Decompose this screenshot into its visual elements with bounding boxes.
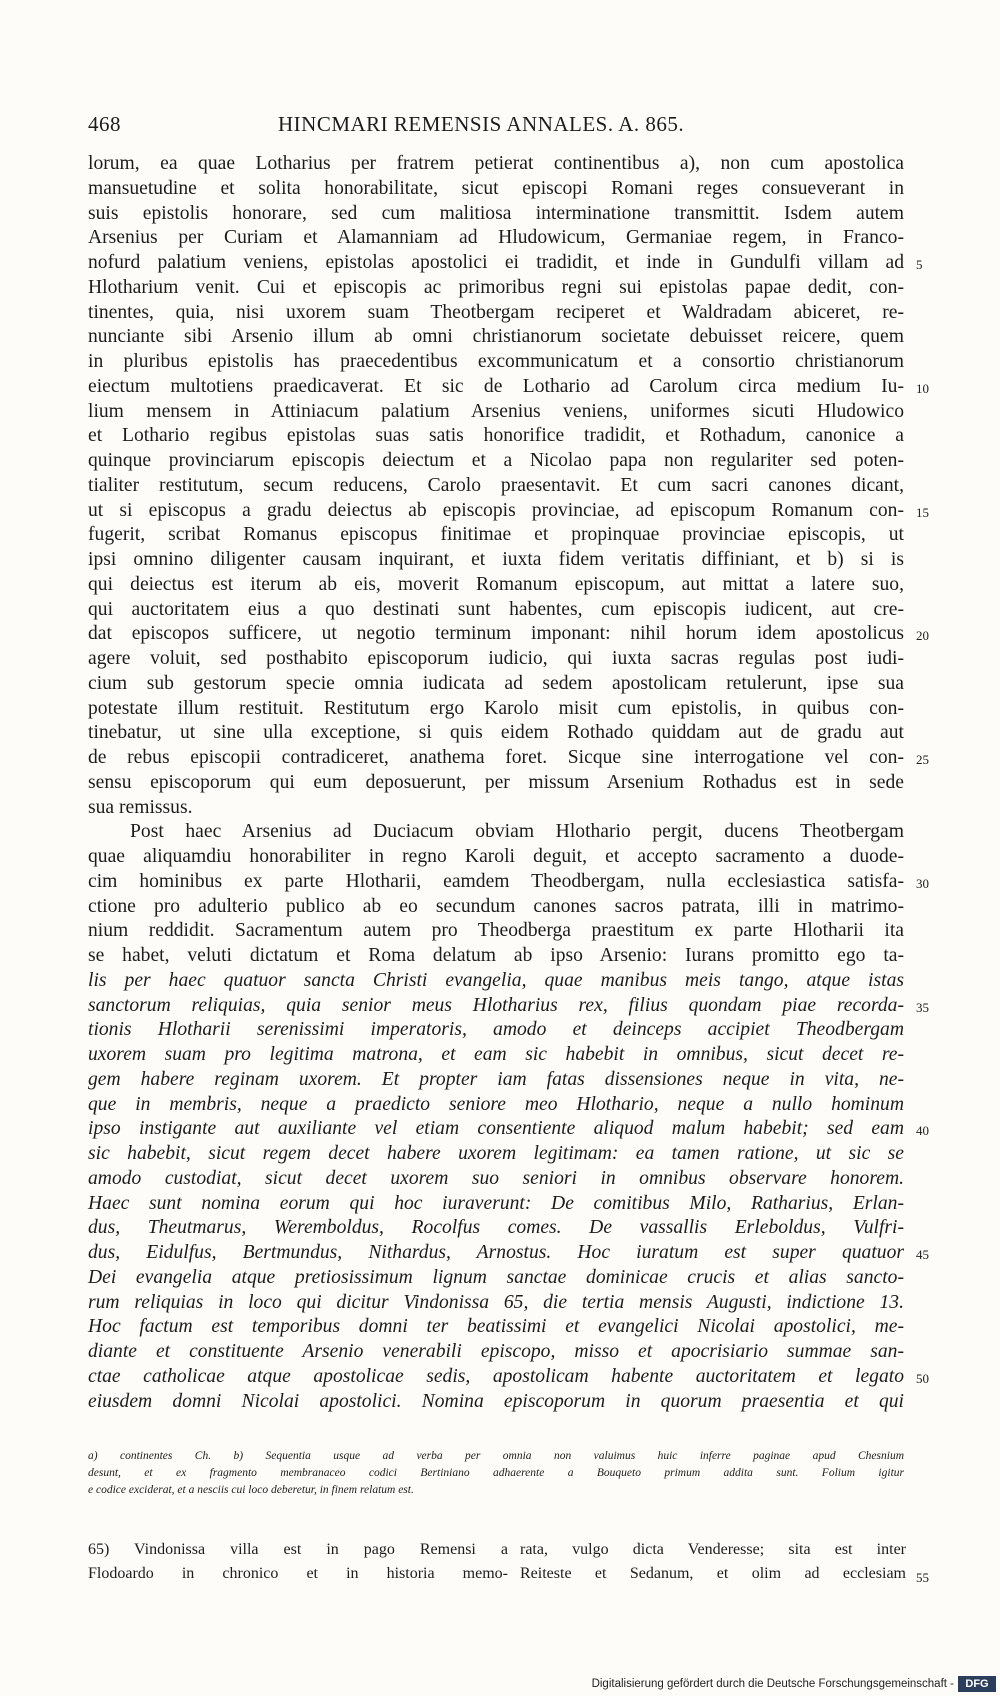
text-line-content: sensu episcoporum qui eum deposuerunt, per missum Arsenium Rothadus est in sede <box>88 771 904 793</box>
line-number: 30 <box>916 875 929 891</box>
text-line-content: sua remissus. <box>88 796 193 818</box>
text-line-content: nunciante sibi Arsenio illum ab omni christianorum societate debuisset reicere, quem <box>88 326 904 348</box>
text-line <box>88 548 904 573</box>
text-line-content: agere voluit, sed posthabito episcoporum iudicio, qui iuxta sacras regulas post iudi- <box>88 648 904 669</box>
digitization-footer <box>460 1674 1000 1696</box>
editor-note-line: Reiteste et Sedanum, et olim ad ecclesiam <box>520 1565 906 1582</box>
text-line-content: Dei evangelia atque pretiosissimum lignum sanctae dominicae crucis et alias sancto- <box>88 1266 904 1288</box>
text-line-content: nofurd palatium veniens, epistolas apostolici ei tradidit, et inde in Gundulfi villam ad <box>88 252 904 273</box>
text-line-content: ipsi omnino diligenter causam inquirant, et iuxta fidem veritatis diffiniant, et b) si is <box>88 549 904 570</box>
text-line-content: nium reddidit. Sacramentum autem pro Theodberga praestitum ex parte Hlotharii ita <box>88 920 904 942</box>
text-line <box>88 796 904 821</box>
text-line <box>88 350 904 375</box>
line-number: 50 <box>916 1370 929 1386</box>
line-number: 25 <box>916 752 929 767</box>
text-line-content: qui deiectus est iterum ab eis, moverit Romanum episcopum, aut mittat a latere suo, <box>88 573 904 595</box>
text-line <box>88 1068 904 1093</box>
text-line <box>88 573 904 598</box>
text-line-content: potestate illum restituit. Restitutum ergo Karolo misit cum epistolis, in quibus con- <box>88 697 904 719</box>
text-line-content: ipso instigante aut auxiliante vel etiam consentiente aliquod malum habebit; sed eam <box>88 1118 904 1140</box>
text-line <box>88 598 904 623</box>
text-line <box>88 969 904 994</box>
text-line-content: dat episcopos sufficere, ut negotio terminum imponant: nihil horum idem apostolicus <box>88 623 904 645</box>
text-line <box>88 152 904 177</box>
line-number: 45 <box>916 1247 929 1262</box>
text-line-content: quae aliquamdiu honorabiliter in regno Karoli deguit, et accepto sacramento a duode- <box>88 846 904 867</box>
editor-note-line: 65) Vindonissa villa est in pago Remensi a <box>88 1541 508 1558</box>
text-line-content: tialiter restitutum, secum reducens, Carolo praesentavit. Et cum sacri canones dicant, <box>88 474 904 496</box>
text-line <box>88 771 904 796</box>
text-line <box>88 276 904 301</box>
text-line-content: mansuetudine et solita honorabilitate, sicut episcopi Romani reges consueverant in <box>88 177 904 199</box>
text-line-content: lium mensem in Attiniacum palatium Arsenius veniens, uniformes sicuti Hludowico <box>88 400 904 422</box>
text-line <box>88 424 904 449</box>
text-line-content: uxorem suam pro legitima matrona, et eam sic habebit in omnibus, sicut decet re- <box>88 1044 904 1065</box>
text-line-content: fugerit, scribat Romanus episcopus finitimae et propinquae provinciae episcopis, ut <box>88 524 904 546</box>
text-line-content: cim hominibus ex parte Hlotharii, eamdem Theodbergam, nulla ecclesiastica satisfa- <box>88 870 904 892</box>
text-line <box>88 1167 904 1192</box>
line-number: 35 <box>916 999 929 1015</box>
text-line <box>88 1340 904 1365</box>
dfg-logo: DFG <box>958 1676 996 1692</box>
text-line-content: amodo custodiat, sicut decet uxorem suo seniori in omnibus observare honorem. <box>88 1167 904 1189</box>
text-line-content: Hoc factum est temporibus domni ter beatissimi et evangelici Nicolai apostolici, me- <box>88 1316 904 1338</box>
line-number: 40 <box>916 1123 929 1139</box>
text-line-content: Haec sunt nomina eorum qui hoc iuraverunt: De comitibus Milo, Ratharius, Erlan- <box>88 1192 904 1214</box>
line-number: 20 <box>916 628 929 644</box>
text-line-content: rum reliquias in loco qui dicitur Vindonissa 65, die tertia mensis Augusti, indictione 13. <box>88 1291 904 1313</box>
text-line-content: de rebus episcopii contradiceret, anathema foret. Sicque sine interrogatione vel con- <box>88 747 904 768</box>
text-line-content: Hlotharium venit. Cui et episcopis ac primoribus regni sui epistolas papae dedit, con- <box>88 276 904 298</box>
text-line-content: lorum, ea quae Lotharius per fratrem petierat continentibus a), non cum apostolica <box>88 153 904 174</box>
text-line-content: que in membris, neque a praedicto seniore meo Hlothario, neque a nullo hominum <box>88 1093 904 1115</box>
text-line <box>88 375 929 400</box>
text-line-content: diante et constituente Arsenio venerabili episcopo, misso et apocrisiario summae san- <box>88 1341 904 1362</box>
line-number: 5 <box>916 257 923 272</box>
text-line-content: Post haec Arsenius ad Duciacum obviam Hlothario pergit, ducens Theotbergam <box>130 821 904 843</box>
text-line-content: gem habere reginam uxorem. Et propter iam fatas dissensiones neque in vita, ne- <box>88 1068 904 1090</box>
footnote-line: a) continentes Ch. b) Sequentia usque ad verba per omnia non valuimus huic inferre paginae apud Chesnium <box>88 1450 904 1462</box>
text-line <box>88 202 904 227</box>
text-line <box>88 1365 929 1390</box>
editor-note-line: Flodoardo in chronico et in historia memo- <box>88 1565 508 1582</box>
text-line <box>88 325 904 350</box>
text-line <box>88 1266 904 1291</box>
text-line <box>88 697 904 722</box>
text-line <box>88 1043 904 1068</box>
text-line <box>88 251 923 276</box>
text-line <box>88 1117 929 1142</box>
page-header <box>88 112 708 144</box>
text-line <box>88 721 904 746</box>
text-line-content: et Lothario regibus epistolas suas satis honorifice tradidit, et Rothadum, canonice a <box>88 425 904 447</box>
text-line <box>88 226 904 251</box>
text-line-content: tinentes, quia, nisi uxorem suam Theotbergam reciperet et Waldradam abiceret, re- <box>88 301 904 323</box>
line-number: 10 <box>916 380 929 396</box>
text-line <box>88 919 904 944</box>
text-line-content: ut si episcopus a gradu deiectus ab episcopis provinciae, ad episcopum Romanum con- <box>88 499 904 521</box>
editor-note-line: rata, vulgo dicta Venderesse; sita est inter <box>520 1541 906 1558</box>
text-line-content: eiusdem domni Nicolai apostolici. Nomina episcoporum in quorum praesentia et qui <box>88 1390 904 1412</box>
editor-note-left-column <box>88 1538 508 1586</box>
text-line-content: in pluribus epistolis has praecedentibus excommunicatum et a consortio christianorum <box>88 351 904 372</box>
page-number: 468 <box>88 112 121 136</box>
text-line <box>88 845 904 870</box>
text-line <box>88 523 904 548</box>
text-line <box>88 622 929 647</box>
footnotes <box>88 1448 904 1499</box>
text-line <box>88 895 904 920</box>
text-line-content: sanctorum reliquias, quia senior meus Hlotharius rex, filius quondam piae recorda- <box>88 994 904 1016</box>
text-line-content: ctione pro adulterio publico ab eo secundum canones sacros patrata, illi in matrimo- <box>88 895 904 917</box>
text-line <box>88 1192 904 1217</box>
editor-note-right-column <box>520 1538 906 1586</box>
text-line <box>88 301 904 326</box>
main-text <box>88 152 929 1414</box>
text-line-content: eiectum multotiens praedicaverat. Et sic de Lothario ad Carolum circa medium Iu- <box>88 375 904 397</box>
text-line <box>88 746 929 771</box>
text-line <box>88 1390 904 1415</box>
text-line-content: sic habebit, sicut regem decet habere uxorem legitimam: ea tamen ratione, ut sic se <box>88 1143 904 1164</box>
text-line <box>88 177 904 202</box>
text-line-content: cium sub gestorum specie omnia iudicata ad sedem apostolicam retulerunt, ipse sua <box>88 672 904 694</box>
text-line <box>88 672 904 697</box>
text-line-content: quinque provinciarum episcopis deiectum et a Nicolao papa non regulariter sed poten- <box>88 450 904 471</box>
text-line-content: Arsenius per Curiam et Alamanniam ad Hludowicum, Germaniae regem, in Franco- <box>88 227 904 249</box>
text-line <box>88 944 904 969</box>
text-line-content: suis epistolis honorare, sed cum malitiosa interminatione transmittit. Isdem autem <box>88 202 904 224</box>
text-line-content: se habet, veluti dictatum et Roma delatum ab ipso Arsenio: Iurans promitto ego ta- <box>88 945 904 966</box>
footnote-line: e codice exciderat, et a nesciis cui loco deberetur, in finem relatum est. <box>88 1484 414 1496</box>
running-head: HINCMARI REMENSIS ANNALES. A. 865. <box>278 112 685 136</box>
text-line <box>88 820 904 845</box>
text-line <box>88 474 904 499</box>
text-line-content: ctae catholicae atque apostolicae sedis, apostolicam habente auctoritatem et legato <box>88 1365 904 1387</box>
text-line-content: tionis Hlotharii serenissimi imperatoris, amodo et deinceps accipiet Theodbergam <box>88 1019 904 1041</box>
text-line <box>88 499 929 524</box>
text-line-content: qui auctoritatem eius a quo destinati sunt habentes, cum episcopis iudicent, aut cre- <box>88 598 904 620</box>
text-line <box>88 1093 904 1118</box>
text-line <box>88 994 929 1019</box>
text-line <box>88 1241 929 1266</box>
text-line <box>88 1142 904 1167</box>
text-line <box>88 449 904 474</box>
line-number: 15 <box>916 504 929 520</box>
funding-credit: Digitalisierung gefördert durch die Deutsche Forschungsgemeinschaft - <box>591 1678 954 1690</box>
text-line <box>88 1018 904 1043</box>
text-line-content: lis per haec quatuor sancta Christi evangelia, quae manibus meis tango, atque istas <box>88 969 904 991</box>
text-line <box>88 400 904 425</box>
text-line <box>88 647 904 672</box>
text-line <box>88 1291 904 1316</box>
line-number: 55 <box>916 1570 929 1585</box>
text-line <box>88 1315 904 1340</box>
text-line <box>88 1216 904 1241</box>
footnote-line: desunt, et ex fragmento membranaceo codici Bertiniano adhaerente a Bouqueto primum addita sunt. Folium igitur <box>88 1467 904 1479</box>
text-line-content: dus, Theutmarus, Weremboldus, Rocolfus comes. De vassallis Erleboldus, Vulfri- <box>88 1217 904 1239</box>
text-line <box>88 870 929 895</box>
text-line-content: dus, Eidulfus, Bertmundus, Nithardus, Arnostus. Hoc iuratum est super quatuor <box>88 1242 904 1263</box>
text-line-content: tinebatur, ut sine ulla exceptione, si quis eidem Rothado quiddam aut de gradu aut <box>88 722 904 744</box>
